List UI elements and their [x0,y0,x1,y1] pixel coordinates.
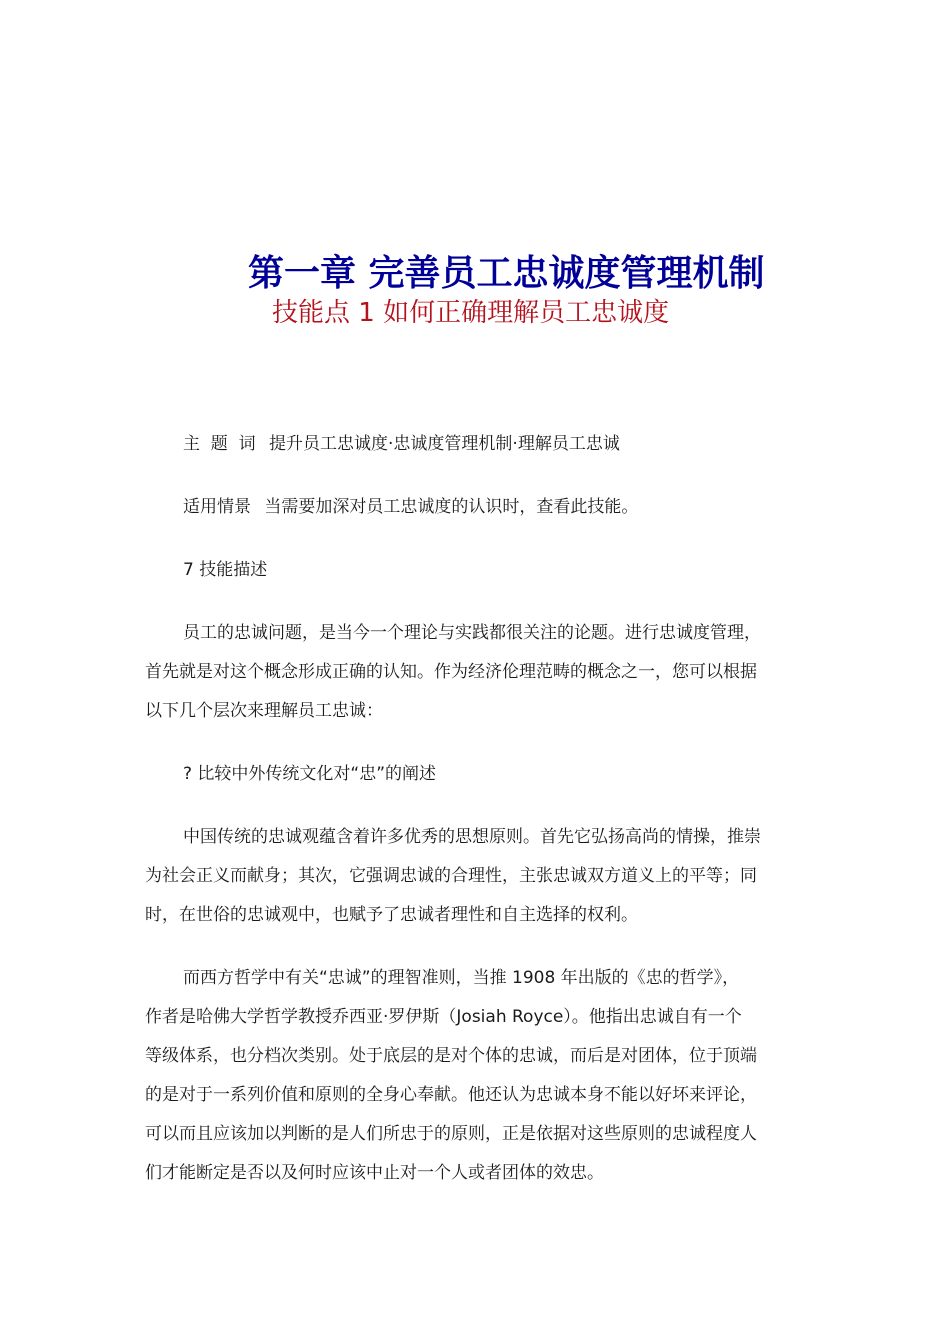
keywords-label: 主 题 词 [183,434,256,454]
paragraph-1-line: 员工的忠诚问题，是当今一个理论与实践都很关注的论题。进行忠诚度管理， [183,623,761,643]
scenario-line [183,495,835,519]
paragraph-2-line: 时，在世俗的忠诚观中，也赋予了忠诚者理性和自主选择的权利。 [145,905,638,925]
skill-title: 技能点 1 如何正确理解员工忠诚度 [272,298,670,328]
keywords-line [183,432,835,456]
paragraph-1-line: 首先就是对这个概念形成正确的认知。作为经济伦理范畴的概念之一，您可以根据 [145,662,757,682]
paragraph-3-line: 作者是哈佛大学哲学教授乔西亚·罗伊斯（Josiah Royce）。他指出忠诚自有一个 [145,1007,742,1027]
paragraph-1 [145,621,835,738]
paragraph-3 [145,966,835,1200]
paragraph-1-line: 以下几个层次来理解员工忠诚： [145,701,383,721]
subheading: ? 比较中外传统文化对“忠”的阐述 [183,764,437,784]
scenario-label: 适用情景 [183,497,251,517]
section-heading: 7 技能描述 [183,560,268,580]
paragraph-2-line: 中国传统的忠诚观蕴含着许多优秀的思想原则。首先它弘扬高尚的情操，推崇 [183,827,761,847]
paragraph-3-line: 的是对于一系列价值和原则的全身心奉献。他还认为忠诚本身不能以好坏来评论， [145,1085,757,1105]
paragraph-2 [145,825,835,942]
chapter-title: 第一章 完善员工忠诚度管理机制 [248,253,765,294]
paragraph-2-line: 为社会正义而献身；其次，它强调忠诚的合理性，主张忠诚双方道义上的平等；同 [145,866,757,886]
paragraph-3-line: 等级体系，也分档次类别。处于底层的是对个体的忠诚，而后是对团体，位于顶端 [145,1046,757,1066]
keywords-value: 提升员工忠诚度·忠诚度管理机制·理解员工忠诚 [269,434,620,454]
paragraph-3-line: 可以而且应该加以判断的是人们所忠于的原则，正是依据对这些原则的忠诚程度人 [145,1124,757,1144]
paragraph-3-line: 们才能断定是否以及何时应该中止对一个人或者团体的效忠。 [145,1163,604,1183]
scenario-value: 当需要加深对员工忠诚度的认识时，查看此技能。 [264,497,639,517]
paragraph-3-line: 而西方哲学中有关“忠诚”的理智准则，当推 1908 年出版的《忠的哲学》， [183,968,740,988]
